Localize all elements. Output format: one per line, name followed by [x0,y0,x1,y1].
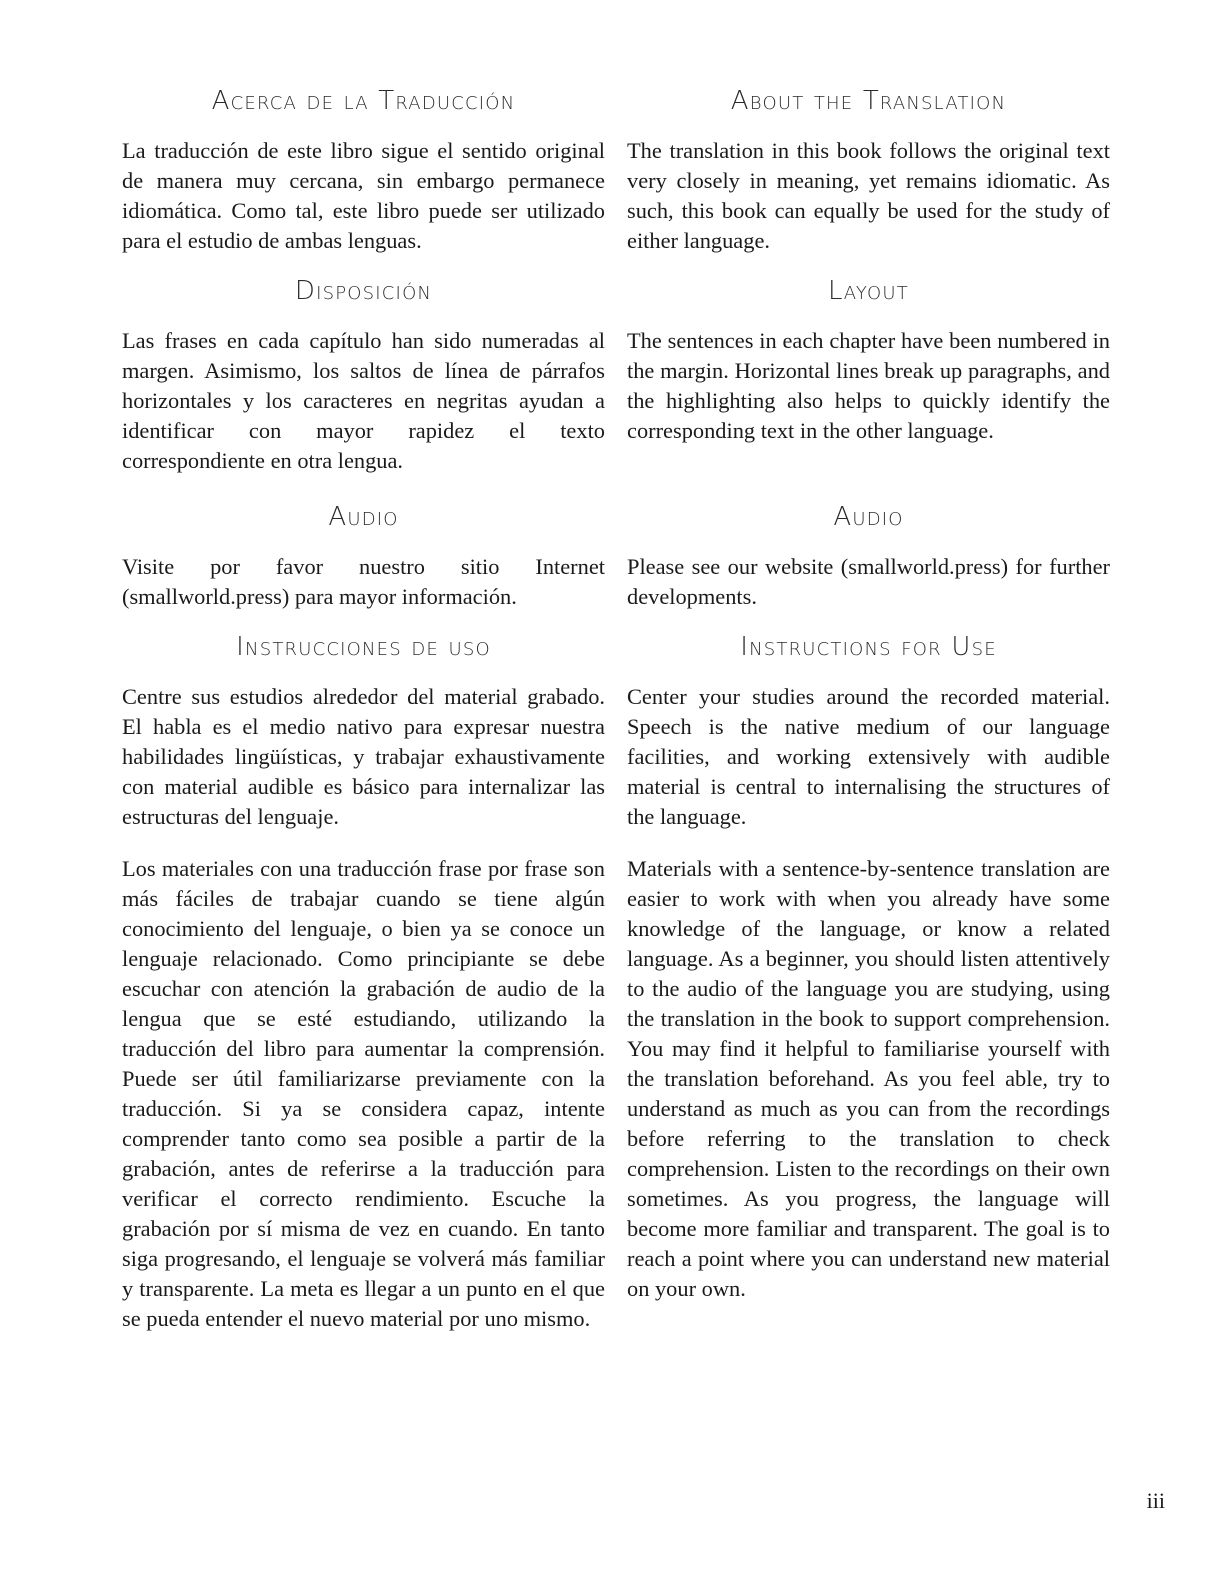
heading-instrucciones-de-uso: Instrucciones de uso [236,632,491,662]
column-spanish [122,854,605,1334]
column-english [627,84,1110,256]
heading-disposicion: Disposición [294,276,433,306]
paragraph-materiales-es: Los materiales con una traducción frase por frase son más fáciles de trabajar cuando se tiene algún conocimiento del lenguaje, o bien ya se conoce un lenguaje relacionado. Como principiante se debe escuchar con atención la grabación de audio de la lengua que se esté estudiando, utilizando la traducción del libro para aumentar la comprensión. Puede ser útil familiarizarse previamente con la traducción. Si ya se considera capaz, intente comprender tanto como sea posible a partir de la grabación, antes de referirse a la traducción para verificar el correcto rendimiento. Escuche la grabación por sí misma de vez en cuando. En tanto siga progresando, el lenguaje se volverá más familiar y transparente. La meta es llegar a un punto en el que se pueda entender el nuevo material por uno mismo. [122,856,605,1331]
column-spanish [122,630,605,832]
section-audio [122,500,1110,612]
page-number: iii [1146,1488,1165,1513]
heading-instructions-for-use: Instructions for Use [740,632,997,662]
column-spanish [122,500,605,612]
paragraph-traduccion-es: La traducción de este libro sigue el sentido original de manera muy cercana, sin embargo permanece idiomática. Como tal, este libro puede ser utilizado para el estudio de ambas lenguas. [122,138,605,253]
column-english [627,500,1110,612]
column-english [627,274,1110,476]
section-instructions [122,630,1110,832]
heading-audio-es: Audio [328,502,399,532]
paragraph-instructions-en: Center your studies around the recorded material. Speech is the native medium of our language facilities, and working extensively with audible material is central to internalising the structures of the language. [627,684,1110,829]
paragraph-materials-en: Materials with a sentence-by-sentence translation are easier to work with when you already have some knowledge of the language, or know a related language. As a beginner, you should listen attentively to the audio of the language you are studying, using the translation in the book to support comprehension. You may find it helpful to familiarise yourself with the translation beforehand. As you feel able, try to understand as much as you can from the recordings before referring to the translation to check comprehension. Listen to the recordings on their own sometimes. As you progress, the language will become more familiar and transparent. The goal is to reach a point where you can understand new material on your own. [627,856,1110,1301]
heading-acerca-de-la-traduccion: Acerca de la Traducción [211,86,516,116]
column-english [627,630,1110,832]
paragraph-audio-es: Visite por favor nuestro sitio Internet (smallworld.press) para mayor información. [122,554,605,609]
section-materials [122,854,1110,1334]
heading-layout: Layout [828,276,909,306]
bilingual-page [122,84,1110,1334]
section-layout [122,274,1110,476]
paragraph-translation-en: The translation in this book follows the original text very closely in meaning, yet remains idiomatic. As such, this book can equally be used for the study of either language. [627,138,1110,253]
paragraph-layout-en: The sentences in each chapter have been numbered in the margin. Horizontal lines break up paragraphs, and the highlighting also helps to quickly identify the corresponding text in the other language. [627,328,1110,443]
heading-audio-en: Audio [833,502,904,532]
paragraph-instrucciones-es: Centre sus estudios alrededor del material grabado. El habla es el medio nativo para expresar nuestra habilidades lingüísticas, y trabajar exhaustivamente con material audible es básico para internalizar las estructuras del lenguaje. [122,684,605,829]
column-spanish [122,84,605,256]
column-spanish [122,274,605,476]
paragraph-audio-en: Please see our website (smallworld.press) for further developments. [627,554,1110,609]
column-english [627,854,1110,1334]
section-translation [122,84,1110,256]
heading-about-the-translation: About the Translation [730,86,1007,116]
paragraph-disposicion-es: Las frases en cada capítulo han sido numeradas al margen. Asimismo, los saltos de línea de párrafos horizontales y los caracteres en negritas ayudan a identificar con mayor rapidez el texto correspondiente en otra lengua. [122,328,605,473]
